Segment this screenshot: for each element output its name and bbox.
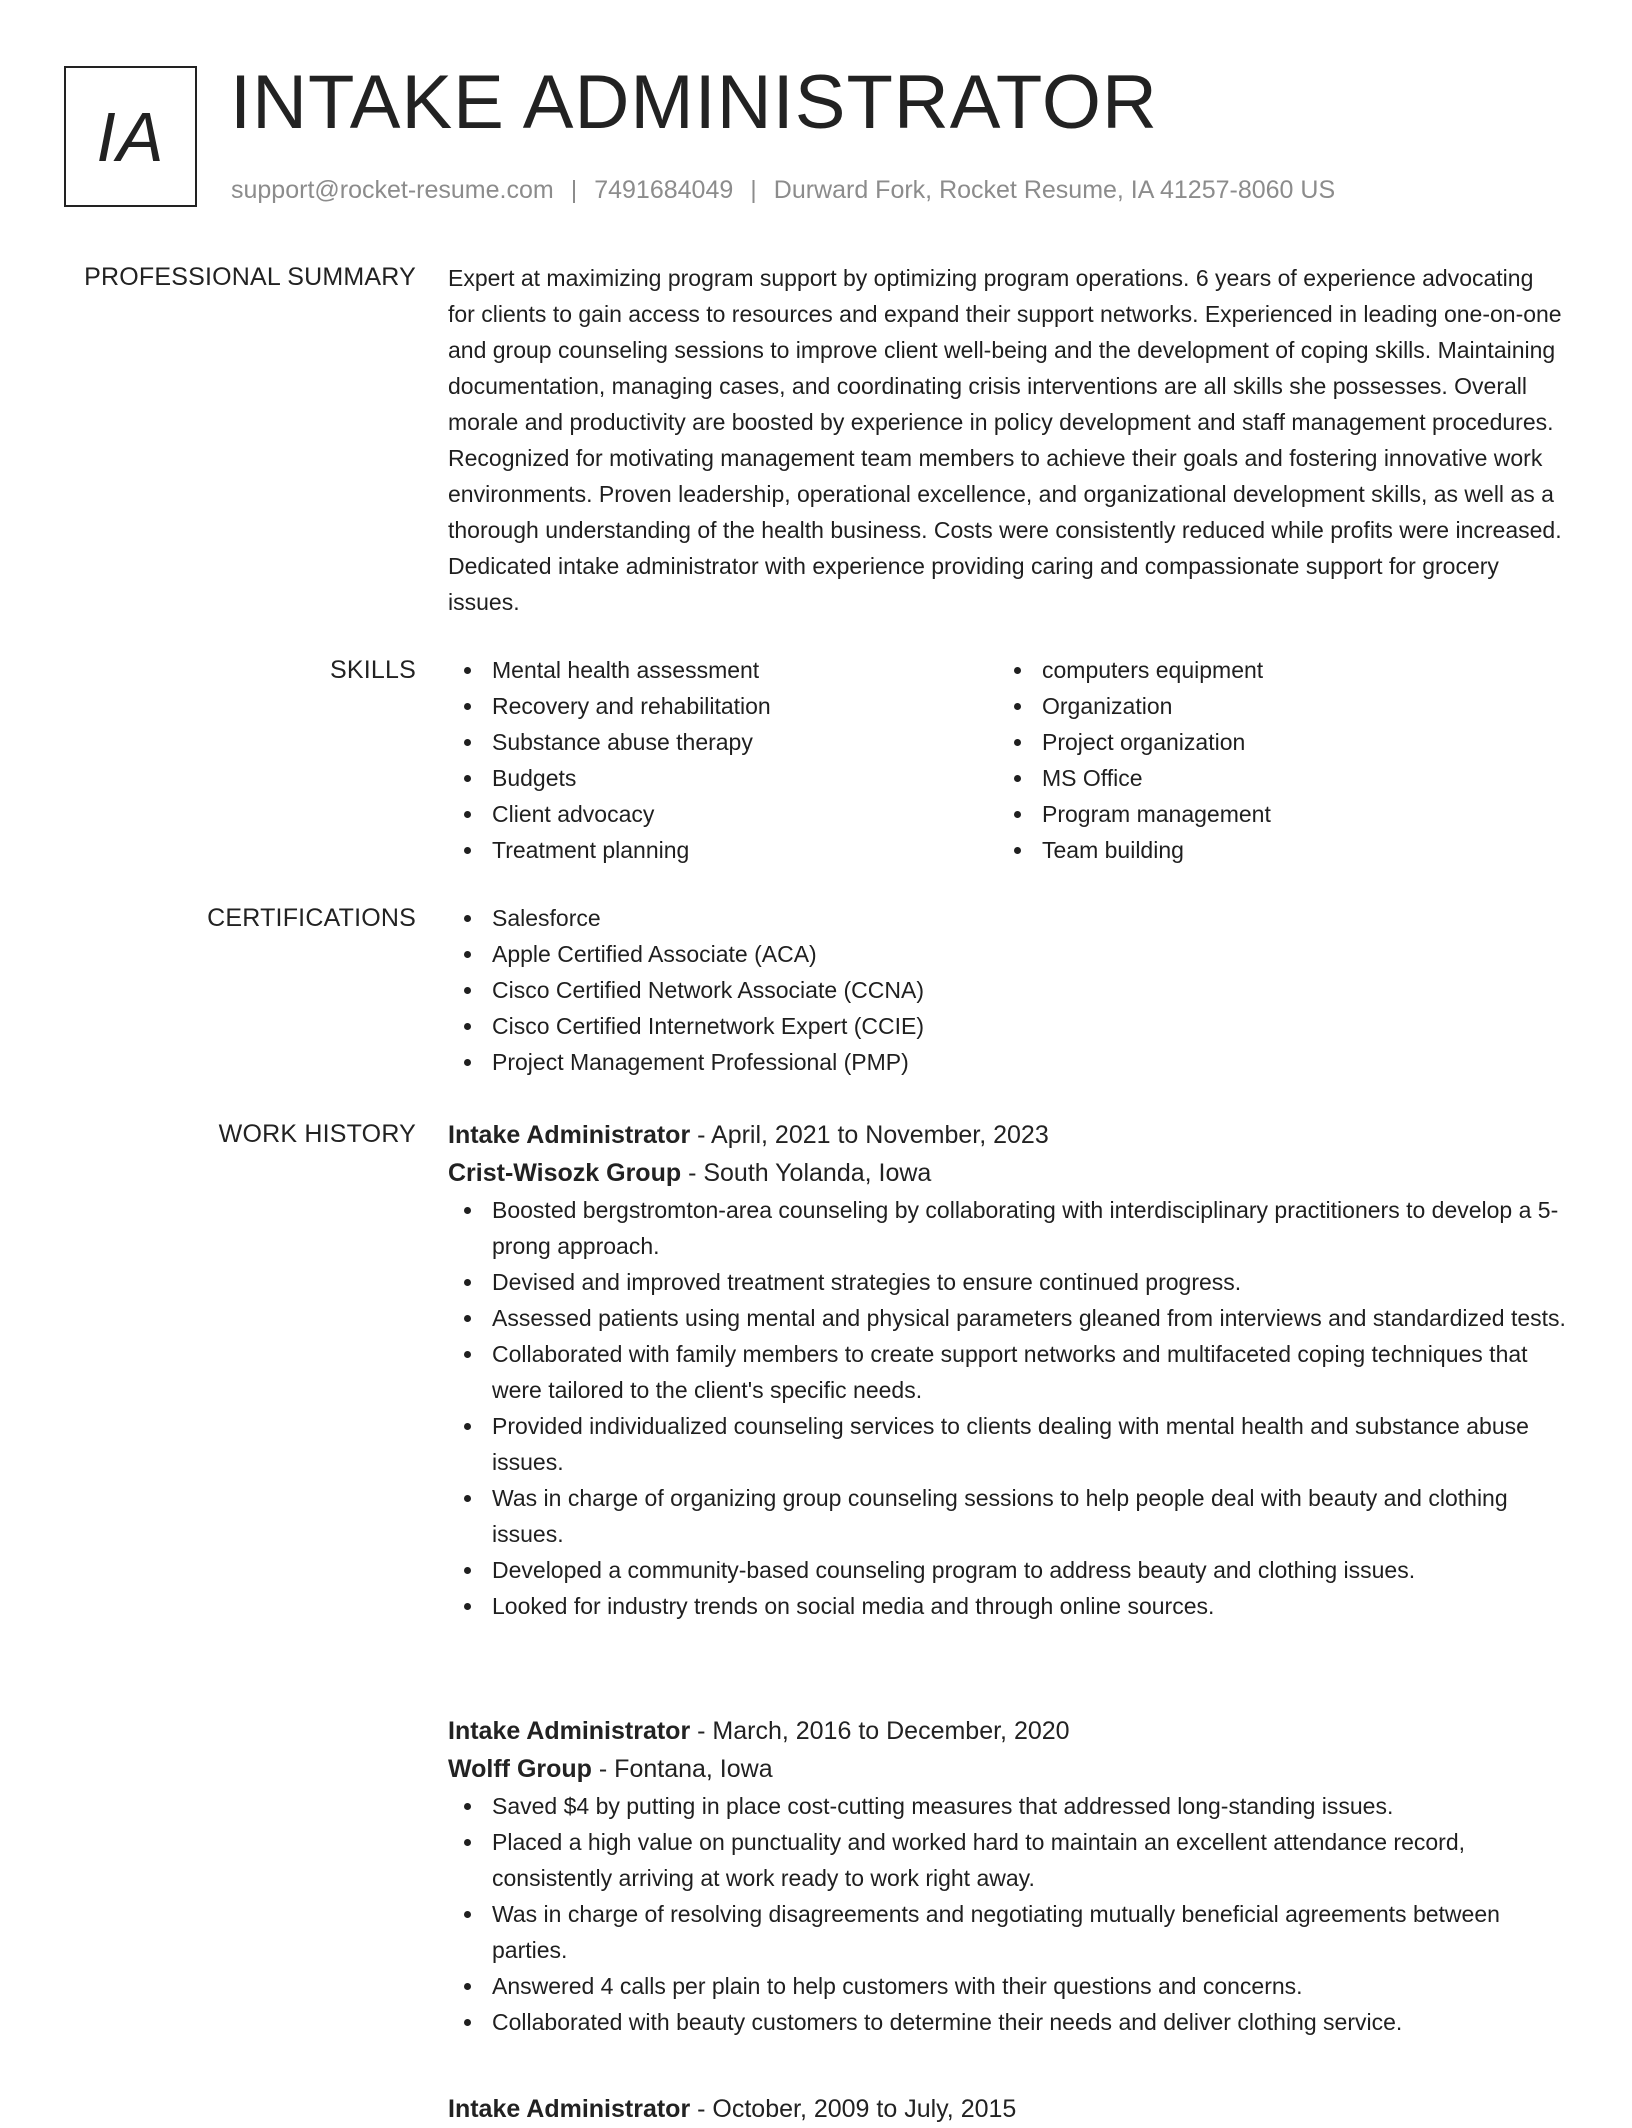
skill-item: Budgets bbox=[448, 760, 998, 796]
job-title: Intake Administrator bbox=[448, 1121, 691, 1149]
skill-item: Team building bbox=[998, 832, 1548, 868]
job-title-line bbox=[448, 1712, 1566, 1750]
skill-item: Client advocacy bbox=[448, 796, 998, 832]
job-company: Crist-Wisozk Group bbox=[448, 1159, 682, 1187]
contact-phone: 7491684049 bbox=[594, 176, 734, 204]
job-bullet: Boosted bergstromton-area counseling by collaborating with interdisciplinary practitioners to develop a 5-prong approach. bbox=[448, 1192, 1566, 1264]
job-bullet: Was in charge of resolving disagreements and negotiating mutually beneficial agreements between parties. bbox=[448, 1896, 1566, 1968]
job-bullet: Saved $4 by putting in place cost-cutting measures that addressed long-standing issues. bbox=[448, 1788, 1566, 1824]
contact-email: support@rocket-resume.com bbox=[231, 176, 554, 204]
job-company-line bbox=[448, 1750, 1566, 1788]
skills-label: SKILLS bbox=[330, 656, 416, 684]
contact-separator: | bbox=[570, 176, 578, 204]
job-bullet: Was in charge of organizing group counseling sessions to help people deal with beauty and clothing issues. bbox=[448, 1480, 1566, 1552]
job-bullet: Provided individualized counseling services to clients dealing with mental health and substance abuse issues. bbox=[448, 1408, 1566, 1480]
skill-item: MS Office bbox=[998, 760, 1548, 796]
contact-separator: | bbox=[750, 176, 757, 204]
job-entry bbox=[448, 1116, 1566, 1624]
resume-name: INTAKE ADMINISTRATOR bbox=[230, 60, 1158, 145]
summary-text: Expert at maximizing program support by optimizing program operations. 6 years of experience advocating for clients to gain access to resources and expand their support networks. Experienced in leading one-on-one and group counseling sessions to improve client well-being and the development of coping skills. Maintaining documentation, managing cases, and coordinating crisis interventions are all skills she possesses. Overall morale and productivity are boosted by experience in policy development and staff management procedures. Recognized for motivating management team members to achieve their goals and fostering innovative work environments. Proven leadership, operational excellence, and organizational development skills, as well as a thorough understanding of the health business. Costs were consistently reduced while profits were increased. Dedicated intake administrator with experience providing caring and compassionate support for grocery issues. bbox=[448, 265, 1562, 615]
certification-item: Salesforce bbox=[448, 900, 1566, 936]
contact-line bbox=[231, 175, 1335, 205]
job-bullet: Devised and improved treatment strategies to ensure continued progress. bbox=[448, 1264, 1566, 1300]
certification-item: Cisco Certified Internetwork Expert (CCIE) bbox=[448, 1008, 1566, 1044]
job-company: Wolff Group bbox=[448, 1755, 592, 1783]
job-entry bbox=[448, 1712, 1566, 2040]
job-bullet: Collaborated with family members to create support networks and multifaceted coping techniques that were tailored to the client's specific needs. bbox=[448, 1336, 1566, 1408]
job-bullet: Answered 4 calls per plain to help customers with their questions and concerns. bbox=[448, 1968, 1566, 2004]
skill-item: Program management bbox=[998, 796, 1548, 832]
job-company-line bbox=[448, 1154, 1566, 1192]
skills-section bbox=[448, 652, 1566, 868]
job-location: - Fontana, Iowa bbox=[591, 1755, 773, 1783]
job-title-line bbox=[448, 2090, 1566, 2128]
certification-item: Apple Certified Associate (ACA) bbox=[448, 936, 1566, 972]
job-bullet: Assessed patients using mental and physical parameters gleaned from interviews and standardized tests. bbox=[448, 1300, 1566, 1336]
skill-item: Treatment planning bbox=[448, 832, 998, 868]
job-bullet-list bbox=[448, 1788, 1566, 2040]
certification-item: Project Management Professional (PMP) bbox=[448, 1044, 1566, 1080]
skill-item: Mental health assessment bbox=[448, 652, 998, 688]
job-location: - South Yolanda, Iowa bbox=[681, 1159, 932, 1187]
job-title-line bbox=[448, 1116, 1566, 1154]
certifications-section bbox=[448, 900, 1566, 1080]
skill-item: computers equipment bbox=[998, 652, 1548, 688]
job-dates: - March, 2016 to December, 2020 bbox=[690, 1717, 1070, 1745]
work-history-label: WORK HISTORY bbox=[218, 1120, 416, 1148]
job-dates: - April, 2021 to November, 2023 bbox=[690, 1121, 1049, 1149]
certifications-list bbox=[448, 900, 1566, 1080]
skills-right-list bbox=[998, 652, 1548, 868]
monogram-logo: IA bbox=[64, 66, 197, 207]
contact-address: Durward Fork, Rocket Resume, IA 41257-8060 US bbox=[773, 176, 1336, 204]
certifications-label: CERTIFICATIONS bbox=[207, 904, 416, 932]
skill-item: Substance abuse therapy bbox=[448, 724, 998, 760]
summary-label: PROFESSIONAL SUMMARY bbox=[84, 263, 416, 291]
skill-item: Recovery and rehabilitation bbox=[448, 688, 998, 724]
skill-item: Organization bbox=[998, 688, 1548, 724]
job-bullet: Developed a community-based counseling program to address beauty and clothing issues. bbox=[448, 1552, 1566, 1588]
job-title: Intake Administrator bbox=[448, 2095, 691, 2123]
job-dates: - October, 2009 to July, 2015 bbox=[690, 2095, 1017, 2123]
job-bullet: Collaborated with beauty customers to determine their needs and deliver clothing service. bbox=[448, 2004, 1566, 2040]
job-bullet: Looked for industry trends on social media and through online sources. bbox=[448, 1588, 1566, 1624]
skills-left-list bbox=[448, 652, 998, 868]
job-title: Intake Administrator bbox=[448, 1717, 691, 1745]
job-bullet: Placed a high value on punctuality and worked hard to maintain an excellent attendance record, consistently arriving at work ready to work right away. bbox=[448, 1824, 1566, 1896]
job-entry bbox=[448, 2090, 1566, 2128]
job-bullet-list bbox=[448, 1192, 1566, 1624]
skill-item: Project organization bbox=[998, 724, 1548, 760]
certification-item: Cisco Certified Network Associate (CCNA) bbox=[448, 972, 1566, 1008]
